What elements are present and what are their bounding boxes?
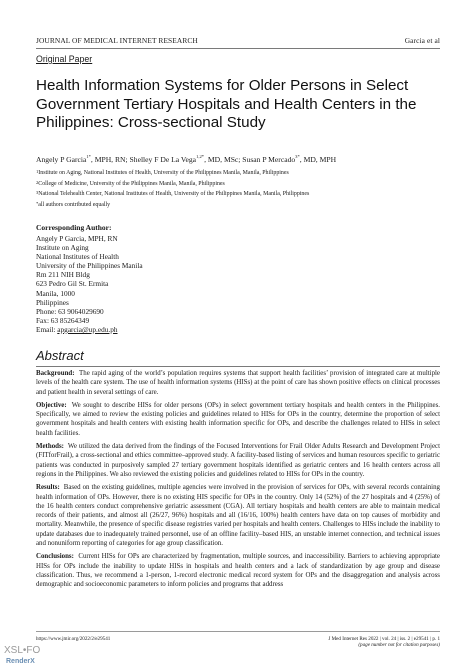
author-name: Angely P Garcia	[36, 155, 87, 164]
affiliation-item	[36, 189, 440, 200]
corresponding-details	[36, 234, 143, 334]
citation-note: (page number not for citation purposes)	[358, 642, 440, 648]
author-name: Susan P Mercado	[242, 155, 296, 164]
section-label: Methods:	[36, 443, 64, 451]
corresponding-line: 623 Pedro Gil St. Ermita	[36, 279, 109, 289]
affiliation-text: Institute on Aging, National Institutes of Health, University of the Philippines Manila, Manila, Philippines	[38, 170, 289, 176]
affiliation-item	[36, 200, 440, 211]
author-degrees: , MD, MSc;	[204, 155, 243, 164]
section-label: Objective:	[36, 401, 67, 409]
abstract-results	[36, 483, 440, 548]
affiliation-sup: *	[36, 200, 39, 206]
author-sup: 3*	[295, 154, 300, 159]
footer-rule	[36, 631, 440, 632]
title-line: Health Information Systems for Older Persons in Select	[36, 77, 409, 94]
article-type: Original Paper	[36, 54, 93, 64]
corresponding-heading: Corresponding Author:	[36, 223, 112, 232]
corresponding-line: Angely P Garcia, MPH, RN	[36, 234, 118, 243]
corresponding-line: Institute on Aging	[36, 243, 89, 253]
footer-url: https://www.jmir.org/2022/2/e29541	[36, 636, 111, 642]
affiliation-text: National Telehealth Center, National Institutes of Health, University of the Philippines Manila, Manila, Philippines	[38, 191, 310, 198]
header-rule	[36, 48, 440, 49]
email-line	[36, 325, 143, 334]
abstract-rule	[36, 366, 440, 367]
renderx-logo: RenderX	[6, 658, 35, 665]
corresponding-line: Fax: 63 85264349	[36, 315, 90, 325]
abstract-objective	[36, 401, 440, 438]
xslfo-logo: XSL•FO	[4, 645, 41, 656]
author-degrees: , MD, MPH	[299, 155, 337, 164]
section-label: Results:	[36, 484, 60, 492]
abstract-background	[36, 369, 440, 397]
section-text: Based on the existing guidelines, multiple agencies were involved in the provision of services for OPs, with several records containing health information of OPs. However, there is no existing HIS specific for OPs in the country. Only 14 (52%) of the 27 hospitals and 4 (25%) of the 16 health centers conduct comprehensive geriatric assessment (CGA). All tertiary hospitals and health centers are able to maintain medical records of their patients, and almost all (26/27, 96%) hospitals and all (16/16, 100%) health centers have data on top causes of morbidity and mortality. Meanwhile, the presence of specific disease registries varied per hospitals and health centers. Challenges to HISs include the inability to update databases due to inadequately trained personnel, use of an offline facility–based HIS, an unstable internet connection, and technical issues and nonuniform reporting of categories for age group classification.	[36, 484, 440, 548]
running-author: Garcia et al	[404, 36, 440, 45]
affiliation-item	[36, 168, 440, 179]
corresponding-line: University of the Philippines Manila	[36, 261, 143, 271]
title-line: Government Tertiary Hospitals and Health Centers in the	[36, 95, 417, 113]
section-label: Background:	[36, 370, 75, 377]
citation-text: J Med Internet Res 2022 | vol. 24 | iss. 2 | e29541 | p. 1	[328, 636, 440, 642]
affiliations	[36, 168, 440, 210]
affiliation-sup: 2	[36, 179, 39, 185]
abstract-methods	[36, 442, 440, 479]
abstract-heading: Abstract	[36, 348, 84, 363]
journal-name: JOURNAL OF MEDICAL INTERNET RESEARCH	[36, 36, 198, 45]
corresponding-line: Rm 211 NIH Bldg	[36, 270, 90, 280]
corresponding-line: Phone: 63 9064029690	[36, 306, 104, 316]
author-sup: 1*	[86, 154, 91, 159]
corresponding-line: Philippines	[36, 297, 69, 307]
section-text: We sought to describe HISs for older persons (OPs) in select government tertiary hospitals and health centers in the Philippines. Specifically, we aimed to review the existing policies and guidelines related to HISs for OPs in the country, determine the proportion of select government hospitals and health centers with existing health information specific for OPs, and describe the challenges related to HISs in select health facilities.	[36, 401, 440, 437]
section-text: Current HISs for OPs are characterized by fragmentation, multiple sources, and inaccessibility. Barriers to achieving appropriate HISs for OPs include the inability to update HISs in hospitals and health centers and a lack of standardization by age group and disease classification. Thus, we recommend a 1-person, 1-record electronic medical record system for OPs and the disaggregation and analysis across demographic and socioeconomic parameters to inform policies and programs that address	[36, 553, 440, 589]
corresponding-line: Manila, 1000	[36, 288, 75, 298]
author-list	[36, 155, 336, 164]
author-name: Shelley F De La Vega	[129, 155, 197, 164]
title-line: Philippines: Cross-sectional Study	[36, 114, 266, 131]
affiliation-sup: 1	[36, 169, 39, 174]
author-degrees: , MPH, RN;	[90, 155, 130, 164]
email-label: Email:	[36, 324, 58, 334]
affiliation-text: College of Medicine, University of the Philippines Manila, Manila, Philippines	[38, 180, 225, 187]
article-title	[36, 77, 440, 133]
abstract-body	[36, 369, 440, 590]
section-label: Conclusions:	[36, 553, 74, 561]
section-text: The rapid aging of the world’s population requires systems that support health facilities’ provision of integrated care at multiple levels of the health care system. The use of health information systems (HISs) at the point of care has shown positive effects on clinical processes and patient health in several settings of care.	[36, 370, 440, 396]
section-text: We utilized the data derived from the findings of the Focused Interventions for Frail Older Adults Research and Development Project (FITforFrail), a cross-sectional and ethics committee–approved study. A facility-based listing of services and human resources specific to geriatric patients was conducted in purposively sampled 27 tertiary government hospitals identified as geriatric centers and 16 health centers across all regions in the Philippines. We also reviewed the existing policies and guidelines related to HISs for OPs in the country.	[36, 443, 441, 478]
author-sup: 1,2*	[196, 154, 205, 159]
footer-citation	[328, 636, 440, 648]
corresponding-line: National Institutes of Health	[36, 252, 119, 262]
affiliation-sup: 3	[36, 190, 39, 196]
affiliation-item	[36, 179, 440, 190]
abstract-conclusions	[36, 552, 440, 589]
email-link[interactable]: apgarcia@up.edu.ph	[57, 324, 118, 334]
affiliation-text: all authors contributed equally	[38, 201, 111, 208]
